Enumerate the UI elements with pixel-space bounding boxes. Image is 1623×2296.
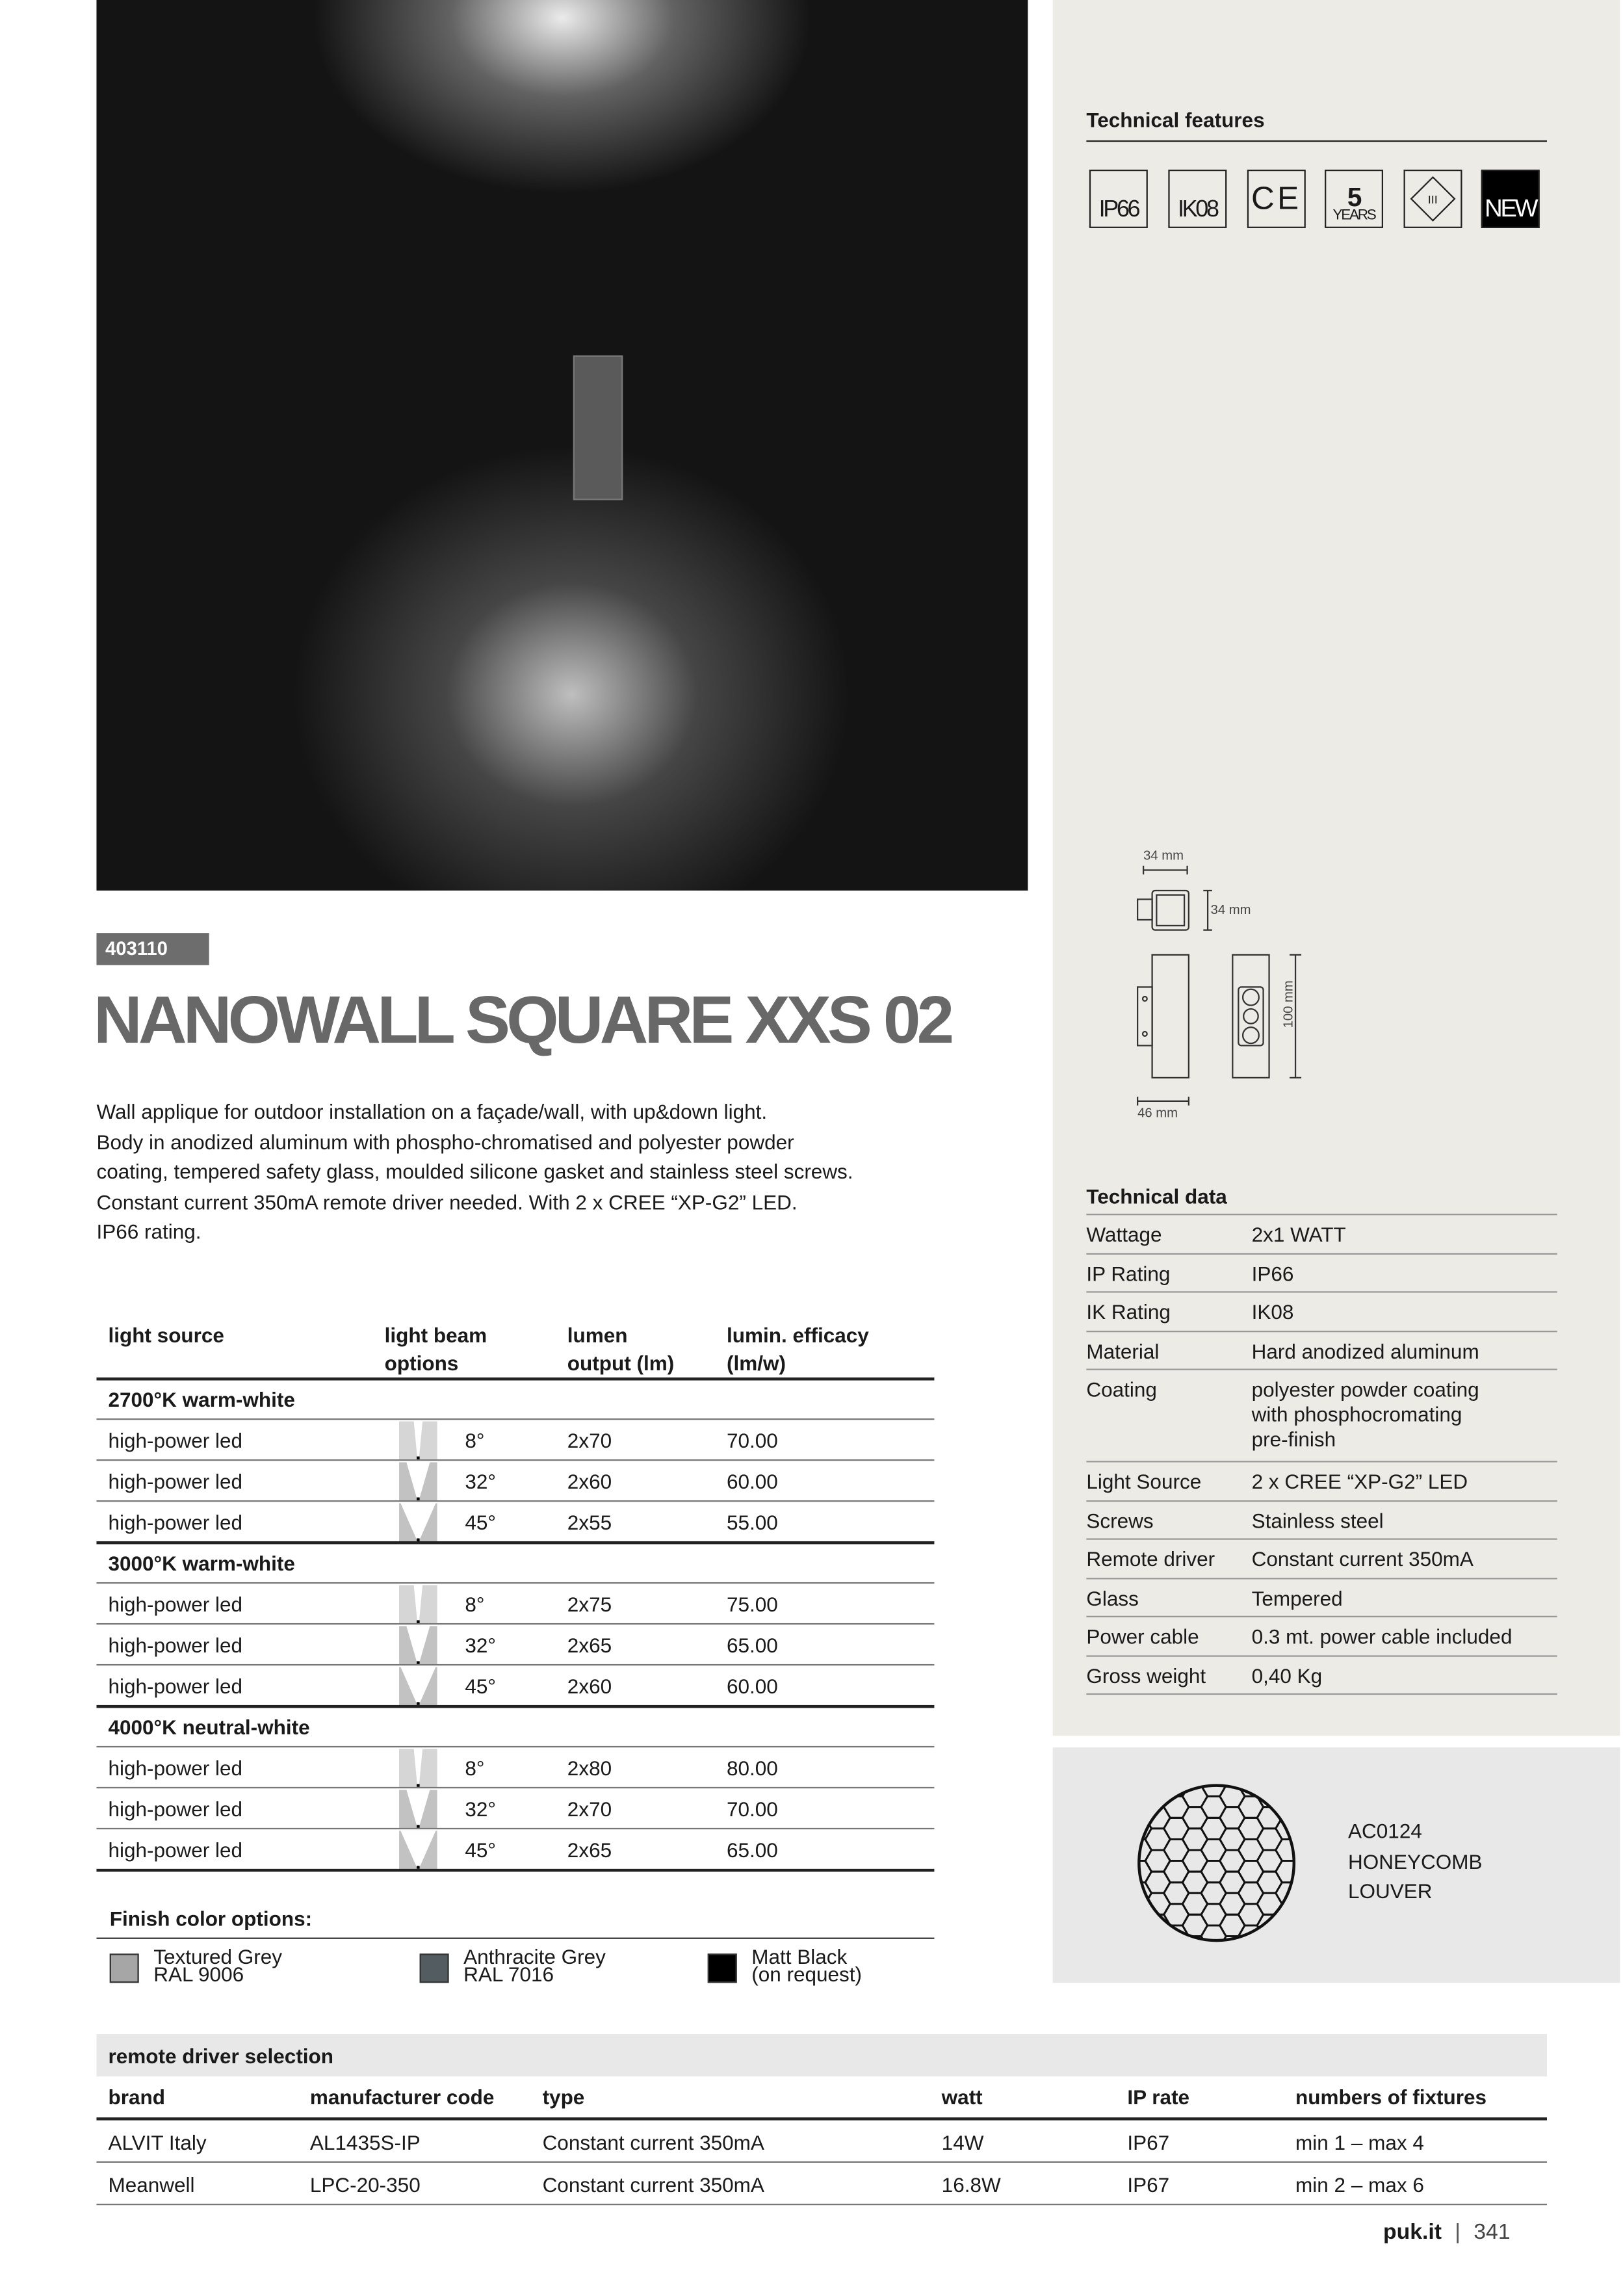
technical-data-row: [1086, 1461, 1557, 1501]
product-code-badge: 403110: [96, 933, 209, 965]
description-line: IP66 rating.: [96, 1220, 201, 1244]
row-rule: [96, 2204, 1547, 2205]
group-row: [96, 1544, 934, 1582]
cell: 65.00: [727, 1838, 778, 1862]
ce-label: CE: [1251, 179, 1302, 216]
color-swatch: [110, 1953, 139, 1983]
spec-label: Remote driver: [1086, 1546, 1215, 1571]
color-swatch: [708, 1953, 737, 1983]
cell: min 1 – max 4: [1295, 2130, 1424, 2154]
ip66-icon: [1089, 170, 1148, 228]
cell: high-power led: [108, 1756, 243, 1780]
spec-value: IK08: [1251, 1299, 1294, 1324]
cell: 2x65: [567, 1838, 612, 1862]
color-name: Anthracite Grey: [463, 1944, 606, 1968]
color-label: [751, 1944, 863, 1986]
warranty-years-label: YEARS: [1332, 207, 1375, 224]
new-icon: [1481, 170, 1540, 228]
column-header: light beam options: [384, 1323, 487, 1375]
new-icon-label: NEW: [1485, 194, 1537, 222]
dim-top-depth: 34 mm: [1210, 902, 1251, 917]
ik08-icon-label: IK08: [1178, 197, 1217, 222]
spec-value: 2 x CREE “XP-G2” LED: [1251, 1469, 1468, 1493]
technical-data-row: [1086, 1214, 1557, 1254]
group-label: 2700°K warm-white: [108, 1387, 295, 1411]
spec-label: Wattage: [1086, 1222, 1162, 1246]
column-header: lumen output (lm): [567, 1323, 675, 1375]
remote-driver-title: remote driver selection: [108, 2044, 334, 2068]
beam-angle: 32°: [465, 1469, 496, 1493]
cell: min 2 – max 6: [1295, 2172, 1424, 2197]
beam-angle-icon: [399, 1463, 437, 1500]
spec-value: Constant current 350mA: [1251, 1546, 1474, 1571]
technical-data-row: [1086, 1500, 1557, 1540]
cell: 2x75: [567, 1592, 612, 1616]
beam-angle: 45°: [465, 1510, 496, 1534]
color-name: Matt Black: [751, 1944, 848, 1968]
dim-top-width: 34 mm: [1143, 848, 1184, 863]
cell: high-power led: [108, 1510, 243, 1534]
beam-angle-icon: [399, 1790, 437, 1827]
fixture-image: [573, 356, 623, 501]
group-row: [96, 1708, 934, 1745]
cell: high-power led: [108, 1633, 243, 1657]
accessory-name-1: HONEYCOMB: [1348, 1849, 1483, 1873]
cell: high-power led: [108, 1797, 243, 1821]
cell: Meanwell: [108, 2172, 195, 2197]
beam-angle: 8°: [465, 1428, 485, 1452]
group-label: 3000°K warm-white: [108, 1551, 295, 1575]
description-line: coating, tempered safety glass, moulded silicone gasket and stainless steel screws.: [96, 1160, 853, 1184]
honeycomb-louver-icon: [1136, 1782, 1297, 1943]
technical-data-row: [1086, 1253, 1557, 1293]
spec-label: IP Rating: [1086, 1261, 1171, 1285]
class-iii-diamond: [1410, 176, 1456, 222]
cell: 2x70: [567, 1428, 612, 1452]
cell: 2x60: [567, 1674, 612, 1698]
column-header: light source: [108, 1323, 224, 1347]
cell: 70.00: [727, 1797, 778, 1821]
cell: 75.00: [727, 1592, 778, 1616]
cell: ALVIT Italy: [108, 2130, 207, 2154]
table-row: [96, 1461, 934, 1502]
cell: AL1435S-IP: [309, 2130, 421, 2154]
cell: 55.00: [727, 1510, 778, 1534]
description-line: Body in anodized aluminum with phospho-chromatised and polyester powder: [96, 1129, 794, 1153]
footer: puk.it | 341: [1383, 2219, 1511, 2245]
technical-data-row: [1086, 1369, 1557, 1463]
warranty-icon: [1325, 170, 1383, 228]
cell: IP67: [1127, 2130, 1170, 2154]
technical-data-row: [1086, 1538, 1557, 1578]
ip66-icon-label: IP66: [1098, 197, 1139, 222]
cell: high-power led: [108, 1428, 243, 1452]
page-number: 341: [1474, 2219, 1511, 2245]
cell: 14W: [941, 2130, 984, 2154]
column-header: lumin. efficacy (lm/w): [727, 1323, 869, 1375]
warranty-years: 5: [1347, 183, 1361, 213]
cell: Constant current 350mA: [542, 2172, 764, 2197]
spec-label: Screws: [1086, 1508, 1154, 1532]
column-header: IP rate: [1127, 2085, 1190, 2109]
beam-angle: 8°: [465, 1592, 485, 1616]
cell: 2x80: [567, 1756, 612, 1780]
column-header: manufacturer code: [309, 2085, 495, 2109]
class-iii-label: III: [1427, 192, 1438, 206]
technical-data-row: [1086, 1577, 1557, 1617]
spec-value: polyester powder coating with phosphocromating pre-finish: [1251, 1377, 1479, 1451]
table-row: [96, 2163, 1547, 2205]
cell: LPC-20-350: [309, 2172, 421, 2197]
technical-data-row: [1086, 1291, 1557, 1331]
spec-label: Gross weight: [1086, 1663, 1206, 1687]
ce-icon: [1247, 170, 1306, 228]
beam-angle-icon: [399, 1831, 437, 1868]
spec-label: Light Source: [1086, 1469, 1202, 1493]
product-description: [96, 1097, 959, 1247]
footer-site: puk.it: [1383, 2219, 1442, 2245]
finish-title: Finish color options:: [109, 1907, 313, 1931]
spec-label: IK Rating: [1086, 1299, 1171, 1324]
product-photo: [96, 0, 1028, 891]
spec-label: Material: [1086, 1338, 1160, 1363]
cell: 60.00: [727, 1674, 778, 1698]
cell: Constant current 350mA: [542, 2130, 764, 2154]
spec-value: 0,40 Kg: [1251, 1663, 1323, 1687]
beam-angle-icon: [399, 1585, 437, 1623]
beam-angle-icon: [399, 1626, 437, 1663]
beam-angle-icon: [399, 1503, 437, 1541]
header-row: [96, 2076, 1547, 2119]
technical-data-title: Technical data: [1086, 1184, 1227, 1208]
beam-angle: 45°: [465, 1838, 496, 1862]
column-header: type: [542, 2085, 585, 2109]
table-row: [96, 1624, 934, 1665]
divider: [96, 1938, 934, 1939]
technical-features-title: Technical features: [1086, 108, 1265, 132]
color-code: RAL 7016: [463, 1962, 554, 1986]
color-code: (on request): [751, 1962, 863, 1986]
color-name: Textured Grey: [153, 1944, 283, 1968]
technical-data-row: [1086, 1654, 1557, 1695]
beam-angle: 8°: [465, 1756, 485, 1780]
group-label: 4000°K neutral-white: [108, 1715, 310, 1739]
color-label: [153, 1944, 283, 1986]
cell: 2x70: [567, 1797, 612, 1821]
cell: 60.00: [727, 1469, 778, 1493]
accessory-name-2: LOUVER: [1348, 1879, 1433, 1903]
spec-value: 2x1 WATT: [1251, 1222, 1346, 1246]
table-row: [96, 1829, 934, 1870]
group-rule: [96, 1869, 934, 1872]
column-header: brand: [108, 2085, 165, 2109]
cell: high-power led: [108, 1592, 243, 1616]
accessory-label: [1348, 1816, 1482, 1906]
cell: 2x55: [567, 1510, 612, 1534]
color-code: RAL 9006: [153, 1962, 244, 1986]
dimension-drawing: [1111, 842, 1345, 1128]
table-row: [96, 1584, 934, 1624]
beam-angle-icon: [399, 1749, 437, 1786]
cell: high-power led: [108, 1469, 243, 1493]
spec-label: Power cable: [1086, 1624, 1199, 1649]
spec-value: IP66: [1251, 1261, 1294, 1285]
dim-height: 100 mm: [1280, 980, 1296, 1028]
cell: high-power led: [108, 1838, 243, 1862]
beam-angle: 45°: [465, 1674, 496, 1698]
cell: IP67: [1127, 2172, 1170, 2197]
spec-value: Stainless steel: [1251, 1508, 1384, 1532]
cell: high-power led: [108, 1674, 243, 1698]
spec-label: Glass: [1086, 1585, 1139, 1610]
technical-data-row: [1086, 1616, 1557, 1656]
cell: 16.8W: [941, 2172, 1001, 2197]
description-line: Constant current 350mA remote driver needed. With 2 x CREE “XP-G2” LED.: [96, 1190, 798, 1214]
cell: 80.00: [727, 1756, 778, 1780]
table-row: [96, 1420, 934, 1461]
table-row: [96, 1788, 934, 1829]
spec-label: Coating: [1086, 1377, 1157, 1402]
cell: 2x65: [567, 1633, 612, 1657]
cell: 2x60: [567, 1469, 612, 1493]
cell: 70.00: [727, 1428, 778, 1452]
ik08-icon: [1168, 170, 1227, 228]
class-iii-icon: [1404, 170, 1462, 228]
group-row: [96, 1381, 934, 1418]
dim-side-depth: 46 mm: [1137, 1105, 1178, 1121]
product-title: NANOWALL SQUARE XXS 02: [93, 981, 951, 1058]
technical-data-row: [1086, 1330, 1557, 1370]
cell: 65.00: [727, 1633, 778, 1657]
color-swatch: [420, 1953, 449, 1983]
table-row: [96, 1665, 934, 1706]
description-line: Wall applique for outdoor installation on a façade/wall, with up&down light.: [96, 1099, 768, 1123]
beam-angle: 32°: [465, 1797, 496, 1821]
color-label: [463, 1944, 606, 1986]
table-row: [96, 2120, 1547, 2163]
table-row: [96, 1502, 934, 1543]
beam-angle-icon: [399, 1422, 437, 1459]
spec-value: Hard anodized aluminum: [1251, 1338, 1479, 1363]
accessory-code: AC0124: [1348, 1819, 1422, 1843]
table-row: [96, 1747, 934, 1788]
column-header: numbers of fixtures: [1295, 2085, 1487, 2109]
spec-value: 0.3 mt. power cable included: [1251, 1624, 1513, 1649]
beam-angle-icon: [399, 1667, 437, 1704]
column-header: watt: [941, 2085, 983, 2109]
beam-angle: 32°: [465, 1633, 496, 1657]
spec-value: Tempered: [1251, 1585, 1343, 1610]
divider: [1086, 140, 1547, 142]
